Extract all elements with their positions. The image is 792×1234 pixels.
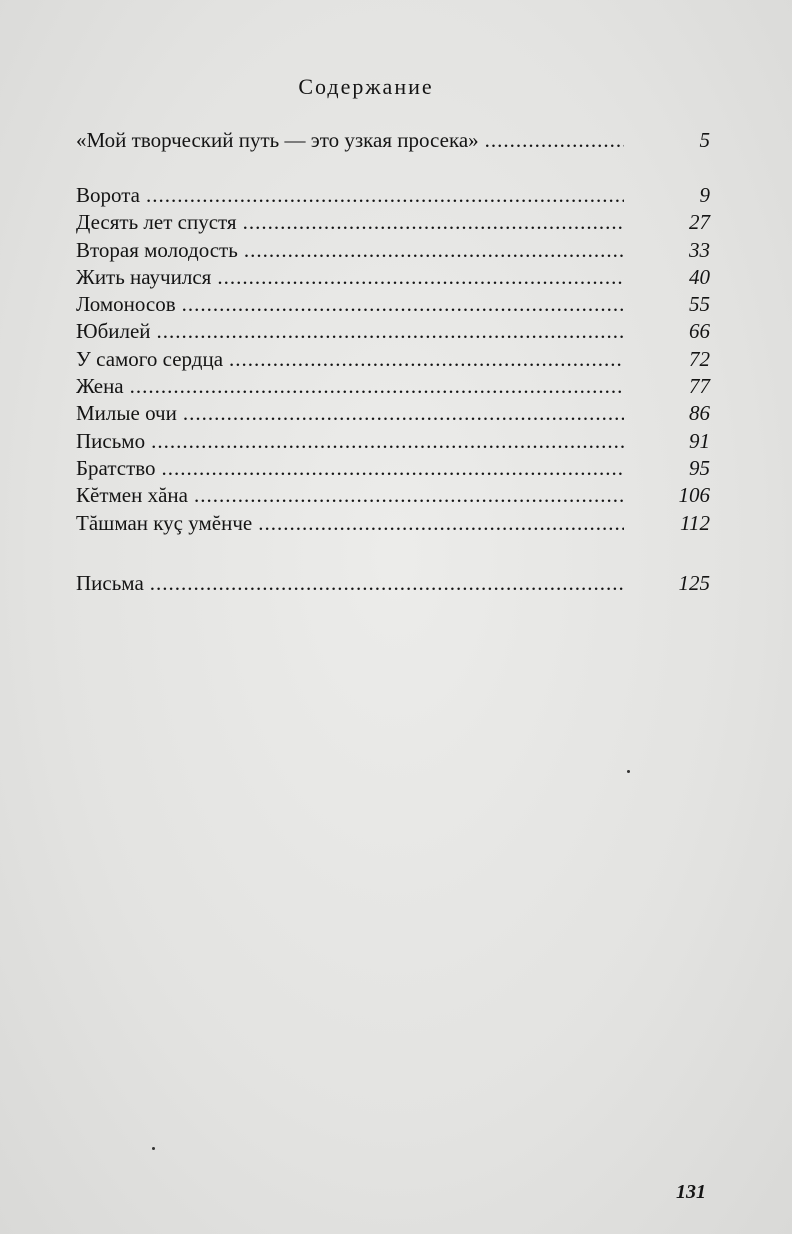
toc-entry-label: Письмо bbox=[76, 428, 146, 453]
toc-entry[interactable] bbox=[76, 292, 710, 319]
toc-leader-dots bbox=[124, 374, 624, 399]
toc-entry[interactable] bbox=[76, 210, 710, 237]
toc-entry-page: 86 bbox=[689, 401, 710, 426]
toc-entry[interactable] bbox=[76, 347, 710, 374]
toc-entry[interactable] bbox=[76, 128, 710, 155]
toc-entry-label: Кĕтмен хăна bbox=[76, 483, 188, 508]
toc-entry-label: Жить научился bbox=[76, 264, 212, 289]
toc-leader-dots bbox=[151, 319, 624, 344]
toc-entry[interactable] bbox=[76, 401, 710, 428]
toc-entry[interactable] bbox=[76, 183, 710, 210]
toc-leader-dots bbox=[252, 511, 624, 536]
toc-entry-page: 72 bbox=[689, 346, 710, 371]
toc-leader-dots bbox=[188, 483, 624, 508]
toc-leader-dots bbox=[223, 347, 624, 372]
toc-entry-label: У самого сердца bbox=[76, 346, 224, 371]
toc-leader-dots bbox=[479, 128, 624, 153]
toc-entry-page: 125 bbox=[678, 571, 710, 595]
toc-entry[interactable] bbox=[76, 456, 710, 483]
toc-leader-dots bbox=[237, 210, 624, 235]
toc-entry-page: 9 bbox=[699, 183, 710, 207]
toc-leader-dots bbox=[144, 571, 624, 596]
toc-entry-page: 91 bbox=[689, 428, 710, 453]
toc-entry-page: 112 bbox=[680, 510, 710, 535]
toc-entry-page: 66 bbox=[689, 319, 710, 344]
toc-entry-label: Ломоносов bbox=[76, 292, 176, 317]
page-number: 131 bbox=[676, 1181, 706, 1203]
toc-entry-label: Жена bbox=[76, 374, 124, 399]
toc-entry[interactable] bbox=[76, 238, 710, 265]
toc-entry-page: 40 bbox=[689, 264, 710, 289]
page-title: Содержание bbox=[298, 74, 434, 99]
toc-entry-label: Братство bbox=[76, 455, 156, 480]
print-speck bbox=[627, 770, 630, 773]
toc-entry-page: 95 bbox=[689, 455, 710, 480]
toc-entry[interactable] bbox=[76, 374, 710, 401]
toc-leader-dots bbox=[176, 292, 624, 317]
toc-entry-label: Тăшман куç умĕнче bbox=[76, 510, 253, 535]
toc-leader-dots bbox=[177, 401, 624, 426]
toc-main-group bbox=[76, 183, 710, 538]
toc-entry-page: 77 bbox=[689, 374, 710, 399]
toc-entry-page: 55 bbox=[689, 292, 710, 317]
toc-entry[interactable] bbox=[76, 571, 710, 598]
toc-entry-label: Милые очи bbox=[76, 401, 177, 426]
toc-entry[interactable] bbox=[76, 511, 710, 538]
toc-entry[interactable] bbox=[76, 265, 710, 292]
toc-entry-page: 5 bbox=[699, 128, 710, 152]
toc-entry[interactable] bbox=[76, 429, 710, 456]
toc-entry-label: Вторая молодость bbox=[76, 237, 238, 262]
toc-entry-page: 106 bbox=[678, 483, 710, 508]
toc-entry[interactable] bbox=[76, 483, 710, 510]
print-speck bbox=[152, 1147, 155, 1150]
toc-letters-group bbox=[76, 571, 710, 598]
toc-leader-dots bbox=[156, 456, 624, 481]
toc-entry-label: «Мой творческий путь — это узкая просека» bbox=[76, 128, 479, 152]
toc-entry-label: Юбилей bbox=[76, 319, 151, 344]
toc-intro-group bbox=[76, 128, 710, 155]
toc-entry-label: Письма bbox=[76, 571, 144, 595]
toc-leader-dots bbox=[238, 238, 624, 263]
toc-leader-dots bbox=[211, 265, 624, 290]
toc-entry-label: Ворота bbox=[76, 183, 140, 207]
toc-leader-dots bbox=[140, 183, 624, 208]
toc-entry[interactable] bbox=[76, 319, 710, 346]
toc-entry-page: 27 bbox=[689, 210, 710, 235]
toc-entry-page: 33 bbox=[689, 237, 710, 262]
toc-leader-dots bbox=[145, 429, 624, 454]
toc-entry-label: Десять лет спустя bbox=[76, 210, 237, 235]
